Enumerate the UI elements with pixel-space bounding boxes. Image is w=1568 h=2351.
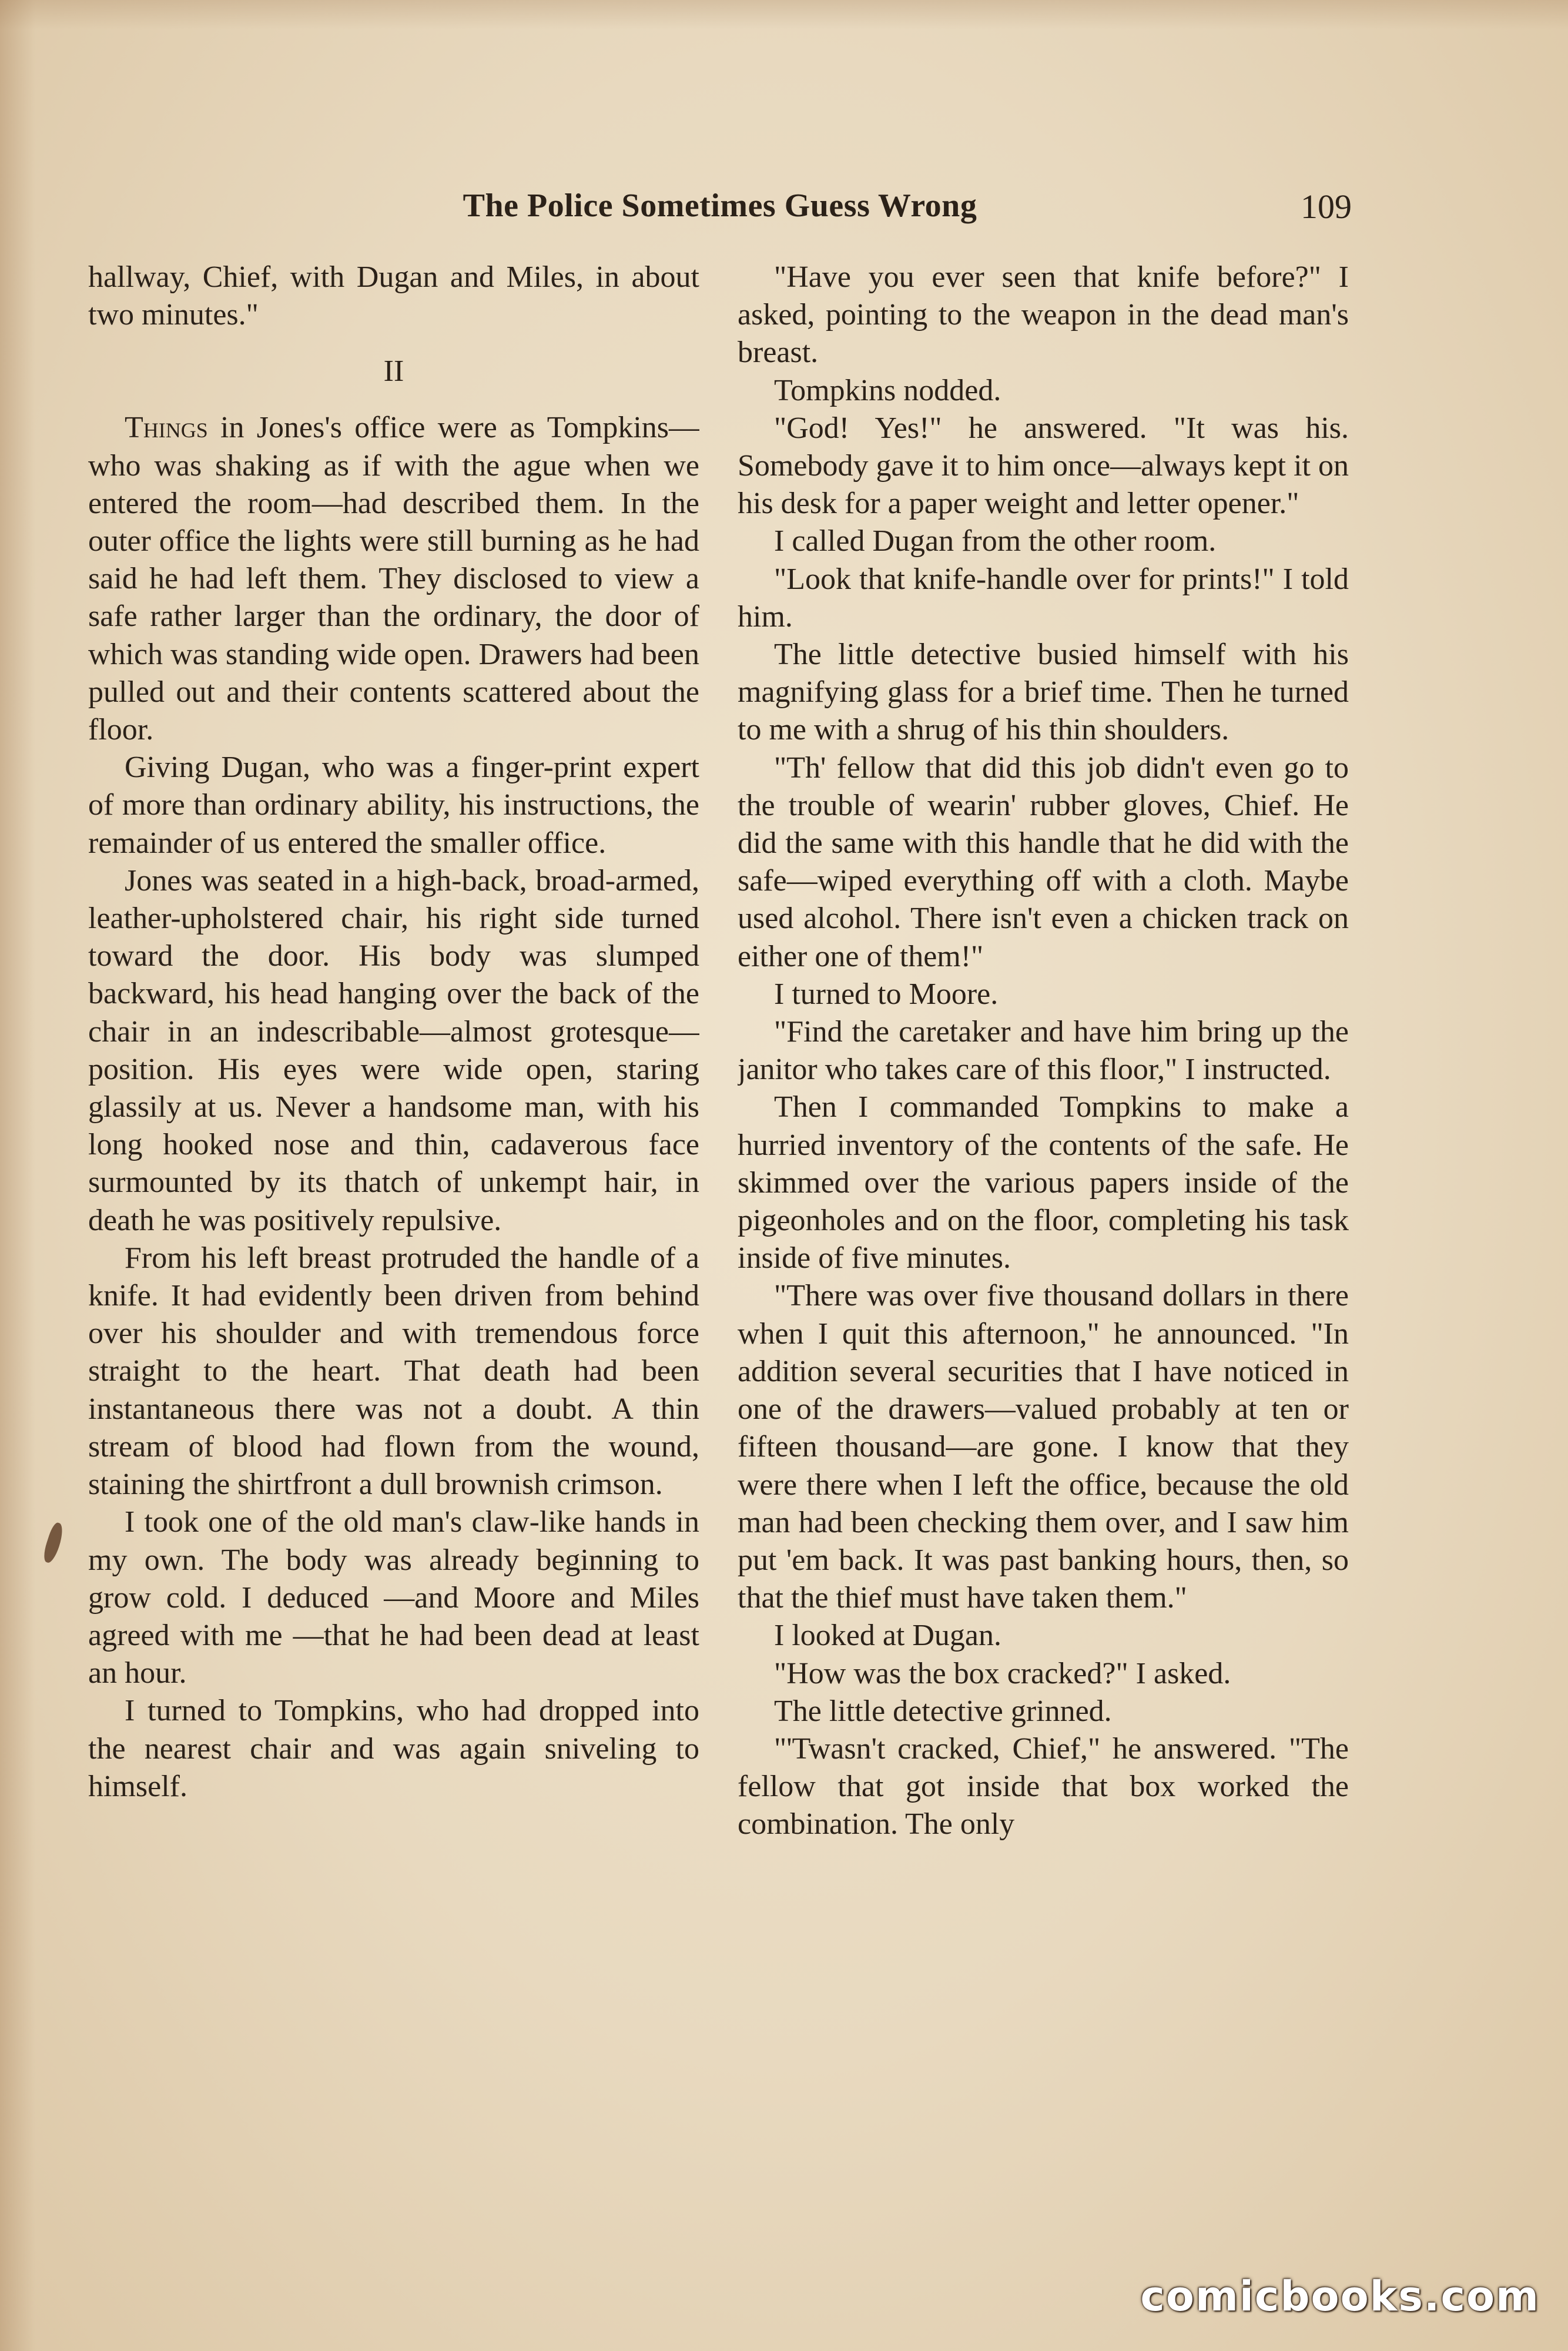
paragraph: Giving Dugan, who was a finger-print expert of more than ordinary ability, his instructions, the remainder of us entered the smaller office. [88,751,699,860]
ink-smudge [41,1521,66,1564]
paragraph: Tompkins nodded. [774,373,1001,407]
page-shading-top [0,0,1568,29]
paragraph: "Have you ever seen that knife before?" I asked, pointing to the weapon in the dead man's breast. [738,260,1349,370]
paragraph [88,409,699,749]
paragraph: The little detective busied himself with his magnifying glass for a brief time. Then he turned to me with a shrug of his thin shoulders. [738,638,1349,747]
paragraph: Jones was seated in a high-back, broad-armed, leather-upholstered chair, his right side turned toward the door. His body was slumped backward, his head hanging over the back of the chair in an indescribable—almost grotesque—position. His eyes were wide open, staring glassily at us. Never a handsome man, with his long hooked nose and thin, cadaverous face surmounted by its thatch of unkempt hair, in death he was positively repulsive. [88,863,699,1237]
paragraph: "Th' fellow that did this job didn't even go to the trouble of wearin' rubber gloves, Chief. He did the same with this handle that he did with the safe—wiped everything off with a cloth. Maybe used alcohol. There isn't even a chicken track on either one of them!" [738,751,1349,973]
paragraph: "How was the box cracked?" I asked. [774,1656,1231,1690]
paragraph: The little detective grinned. [774,1694,1112,1728]
right-column [738,259,1349,2128]
paragraph: I turned to Moore. [774,977,999,1011]
page-number: 109 [1301,187,1352,226]
paragraph: Then I commanded Tompkins to make a hurried inventory of the contents of the safe. He skimmed over the various papers inside of the pigeonholes and on the floor, completing his task inside of five minutes. [738,1090,1349,1275]
page-shading-left [0,0,35,2351]
paragraph: "'Twasn't cracked, Chief," he answered. "The fellow that got inside that box worked the combination. The only [738,1732,1349,1841]
watermark: comicbooks.com [1140,2272,1540,2320]
page-header [88,187,1352,234]
paragraph: "There was over five thousand dollars in there when I quit this afternoon," he announced. "In addition several securities that I have noticed in one of the drawers—valued probably at ten or fifteen thousand—are gone. I know that they were there when I left the office, because the old man had been checking them over, and I saw him put 'em back. It was past banking hours, then, so that the thief must have taken them." [738,1279,1349,1615]
running-title: The Police Sometimes Guess Wrong [463,187,977,224]
small-caps-lead: Things [125,411,208,445]
paragraph: I looked at Dugan. [774,1619,1002,1653]
paragraph: "God! Yes!" he answered. "It was his. Somebody gave it to him once—always kept it on his desk for a paper weight and letter opener." [738,411,1349,521]
paragraph: I called Dugan from the other room. [774,524,1217,558]
paragraph: "Find the caretaker and have him bring up the janitor who takes care of this floor," I instructed. [738,1015,1349,1087]
paragraph: I turned to Tompkins, who had dropped into the nearest chair and was again sniveling to himself. [88,1694,699,1803]
section-number: II [383,354,404,389]
paragraph: I took one of the old man's claw-like hands in my own. The body was already beginning to grow cold. I deduced —and Moore and Miles agreed with me —that he had been dead at least an hour. [88,1505,699,1690]
paragraph: From his left breast protruded the handle of a knife. It had evidently been driven from behind over his shoulder and with tremendous force straight to the heart. That death had been instantaneous there was not a doubt. A thin stream of blood had flown from the wound, staining the shirtfront a dull brownish crimson. [88,1241,699,1502]
paragraph-text: in Jones's office were as Tompkins—who was shaking as if with the ague when we entered the room—had described them. In the outer office the lights were still burning as he had said he had left them. They disclosed to view a safe rather larger than the ordinary, the door of which was standing wide open. Drawers had been pulled out and their contents scattered about the floor. [88,411,699,747]
left-column [88,259,699,2128]
paragraph: "Look that knife-handle over for prints!" I told him. [738,562,1349,634]
paragraph: hallway, Chief, with Dugan and Miles, in about two minutes." [88,260,699,332]
